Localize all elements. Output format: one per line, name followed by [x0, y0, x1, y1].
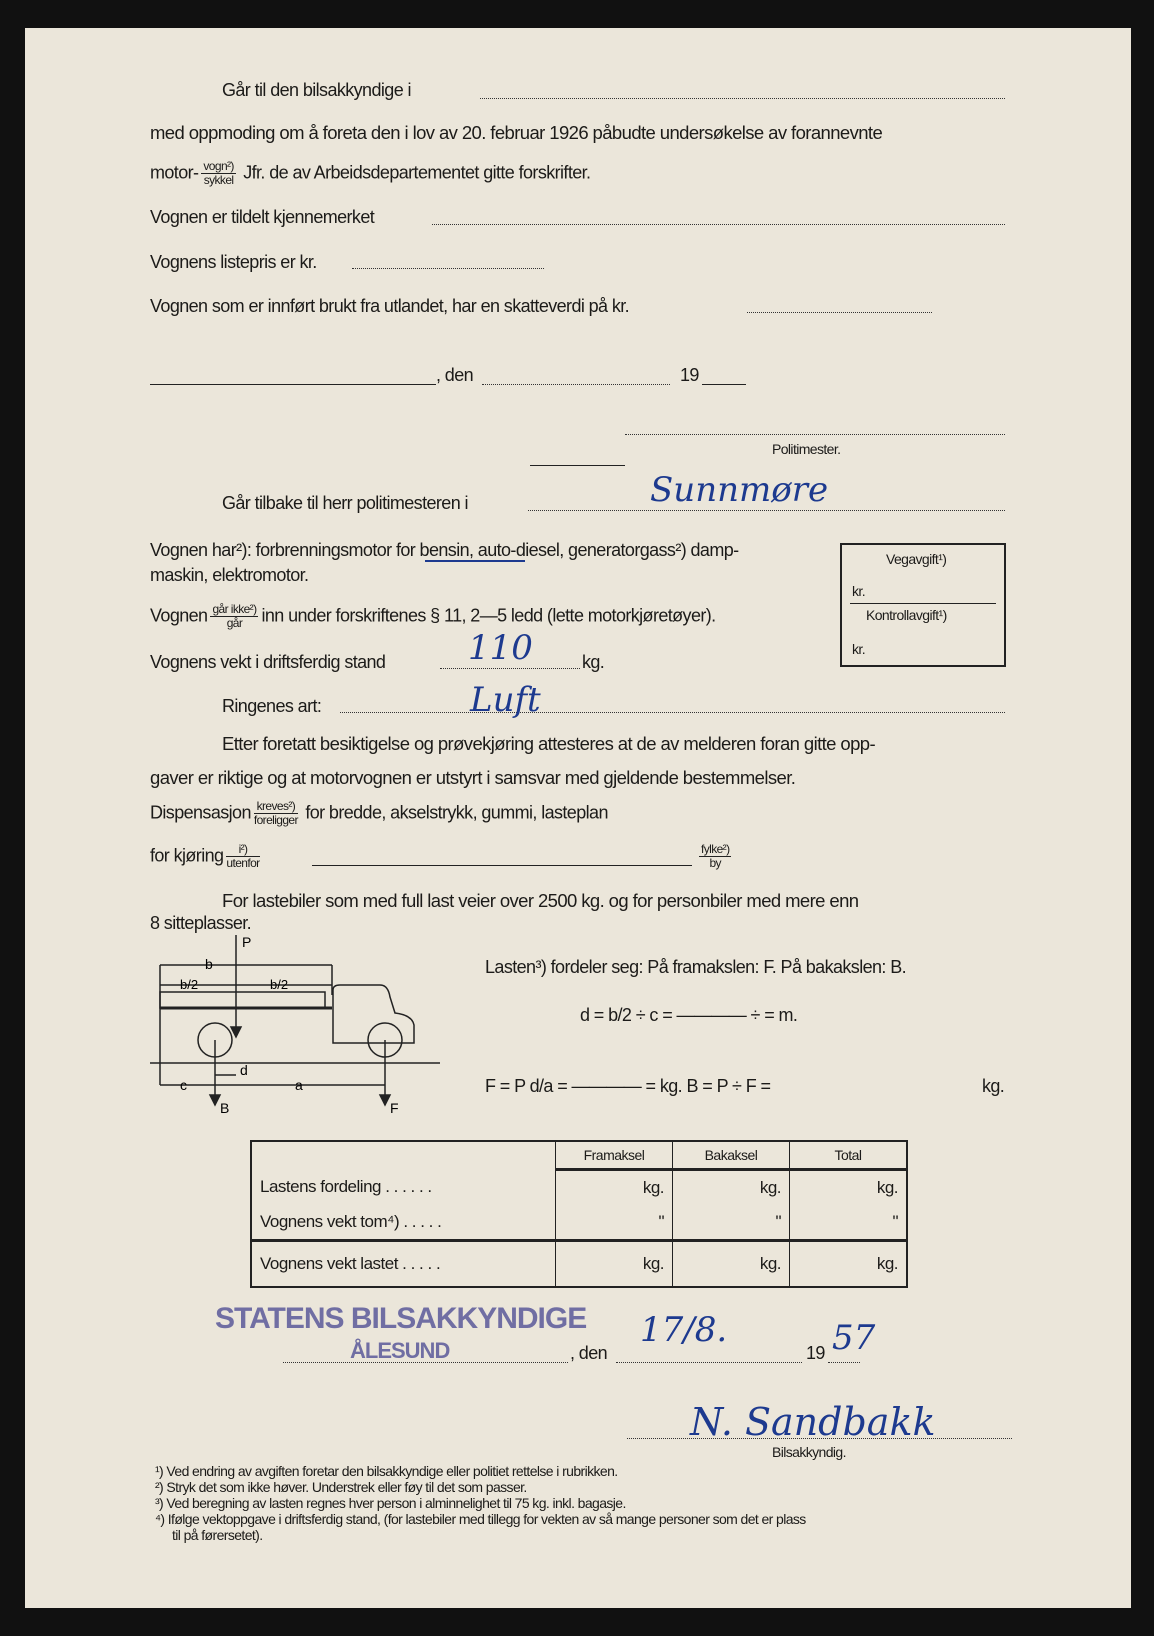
formula-d: d = b/2 ÷ c = ———— ÷ = m. [580, 1005, 798, 1025]
denominator: går [226, 616, 243, 630]
field-line [625, 434, 1005, 435]
denominator: sykkel [203, 173, 234, 187]
denominator: utenfor [226, 856, 260, 870]
numerator: går ikke²) [212, 602, 257, 616]
line-bilsakkyndige: Går til den bilsakkyndige i [222, 80, 411, 100]
handwritten-weight: 110 [468, 628, 533, 668]
cell-unit: " [556, 1205, 673, 1241]
handwritten-tyres: Luft [470, 680, 541, 720]
cell-unit: kg. [556, 1241, 673, 1288]
label-a: a [295, 1077, 303, 1093]
text-den: , den [570, 1343, 608, 1363]
label-vegavgift: Vegavgift¹) [886, 551, 947, 567]
line-kjoring [150, 843, 263, 870]
label-c: c [180, 1077, 187, 1093]
label-B: B [220, 1100, 230, 1115]
denominator: foreligger [253, 813, 298, 827]
line-lastebiler: For lastebiler som med full last veier over 2500 kg. og for personbiler med mere enn [222, 890, 859, 911]
line-lette-kjoretoy [150, 603, 716, 630]
label-b-half: b/2 [180, 977, 199, 992]
field-line [702, 384, 746, 385]
field-line [312, 865, 692, 866]
label-b-half: b/2 [270, 977, 289, 992]
line-attest-2: gaver er riktige og at motorvognen er utstyrt i samsvar med gjeldende bestemmelser. [150, 767, 796, 788]
text: Dispensasjon [150, 802, 251, 823]
text: inn under forskriftenes § 11, 2—5 ledd (lette motorkjøretøyer). [261, 605, 716, 626]
field-line [340, 712, 1005, 713]
field-line [616, 1362, 802, 1363]
line-elektromotor: maskin, elektromotor. [150, 565, 309, 585]
text: for kjøring [150, 845, 224, 866]
handwritten-underline [425, 560, 525, 562]
cell-unit: kg. [556, 1170, 673, 1206]
unit-kg: kg. [582, 652, 605, 672]
line-oppmoding: med oppmoding om å foreta den i lov av 20. februar 1926 påbudte undersøkelse av forannevnte [150, 122, 883, 143]
cell-unit: kg. [790, 1241, 908, 1288]
unit-kg: kg. [982, 1076, 1005, 1096]
line-sitteplasser: 8 sitteplasser. [150, 913, 252, 933]
field-line [352, 268, 544, 269]
text-19: 19 [806, 1343, 825, 1363]
line-ringenes-art: Ringenes art: [222, 696, 322, 716]
field-line [432, 224, 1005, 225]
fraction [210, 603, 258, 630]
table-row [251, 1170, 907, 1206]
cell-unit: kg. [673, 1170, 790, 1206]
signature: N. Sandbakk [690, 1400, 936, 1444]
line-dispensasjon [150, 800, 608, 827]
label-d: d [240, 1062, 248, 1078]
fraction [226, 843, 259, 870]
numerator: kreves²) [254, 800, 298, 814]
cell-unit: kg. [790, 1170, 908, 1206]
text: Vognen [150, 605, 208, 626]
field-line [150, 384, 436, 385]
table-row [251, 1241, 907, 1288]
line-tilbake: Går tilbake til herr politimesteren i [222, 493, 468, 513]
footnote: ³) Ved beregning av lasten regnes hver person i alminnelighet til 75 kg. inkl. bagasje. [155, 1495, 626, 1511]
field-line [528, 510, 1005, 511]
numerator: i²) [226, 843, 259, 857]
line-vekt: Vognens vekt i driftsferdig stand [150, 652, 386, 672]
line-lasten: Lasten³) fordeler seg: På framakslen: F. På bakakslen: B. [485, 957, 907, 977]
footnote: ²) Stryk det som ikke høver. Understrek eller føy til det som passer. [155, 1479, 527, 1495]
fraction-fylke [696, 843, 734, 870]
divider [530, 465, 625, 466]
text-19: 19 [680, 365, 699, 385]
stamp-statens-bilsakkyndige: STATENS BILSAKKYNDIGE [215, 1302, 587, 1335]
line-motor [150, 160, 590, 187]
column-header: Total [790, 1141, 908, 1170]
label-F: F [390, 1100, 399, 1115]
column-header: Bakaksel [673, 1141, 790, 1170]
text: for bredde, akselstrykk, gummi, lasteplan [305, 802, 608, 823]
fraction [201, 160, 235, 187]
column-header: Framaksel [556, 1141, 673, 1170]
field-line [828, 1362, 860, 1363]
field-line [627, 1438, 1012, 1439]
footnote: til på førersetet). [172, 1527, 263, 1543]
line-kjennemerket: Vognen er tildelt kjennemerket [150, 207, 375, 227]
line-motor-type: Vognen har²): forbrenningsmotor for bensin, auto-diesel, generatorgass²) damp- [150, 540, 739, 560]
label-b: b [205, 956, 213, 972]
row-label: Lastens fordeling . . . . . . [260, 1177, 432, 1197]
label-p: P [242, 935, 252, 950]
handwritten-place: Sunnmøre [650, 470, 829, 510]
field-line [440, 668, 580, 669]
stamp-alesund: ÅLESUND [350, 1338, 450, 1363]
load-distribution-table [250, 1140, 908, 1288]
fraction [699, 843, 731, 870]
cell-unit: " [790, 1205, 908, 1241]
numerator: fylke²) [701, 842, 730, 856]
label-kr: kr. [852, 583, 865, 599]
table-row [251, 1205, 907, 1241]
divider [850, 603, 996, 604]
field-line [480, 98, 1005, 99]
line-attest-1: Etter foretatt besiktigelse og prøvekjøring attesteres at de av melderen foran gitte opp- [222, 733, 876, 754]
text: motor- [150, 162, 199, 183]
row-label: Vognens vekt lastet . . . . . [251, 1241, 556, 1288]
footnote: ⁴) Ifølge vektoppgave i driftsferdig stand, (for lastebiler med tillegg for vekten av så mange personer som det er plass [155, 1511, 806, 1527]
field-line [283, 1362, 568, 1363]
numerator: vogn²) [203, 159, 234, 173]
cell-unit: " [673, 1205, 790, 1241]
handwritten-year: 57 [832, 1318, 876, 1358]
row-label: Vognens vekt tom⁴) . . . . . [260, 1212, 442, 1231]
line-skatteverdi: Vognen som er innført brukt fra utlandet, har en skatteverdi på kr. [150, 296, 630, 316]
fraction [254, 800, 298, 827]
table-corner [251, 1141, 556, 1170]
footnote: ¹) Ved endring av avgiften foretar den bilsakkyndige eller politiet rettelse i rubrikken. [155, 1463, 618, 1479]
text-den: , den [436, 365, 474, 385]
label-kr: kr. [852, 641, 865, 657]
label-kontrollavgift: Kontrollavgift¹) [866, 607, 947, 623]
field-line [482, 384, 670, 385]
denominator: by [709, 856, 721, 870]
cell-unit: kg. [673, 1241, 790, 1288]
fee-box [840, 543, 1006, 667]
handwritten-date: 17/8. [640, 1310, 728, 1350]
text: Jfr. de av Arbeidsdepartementet gitte forskrifter. [243, 162, 591, 183]
label-politimester: Politimester. [772, 441, 841, 457]
axle-load-diagram [150, 935, 450, 1115]
line-listepris: Vognens listepris er kr. [150, 252, 317, 272]
label-bilsakkyndig: Bilsakkyndig. [772, 1444, 846, 1460]
formula-f: F = P d/a = ———— = kg. B = P ÷ F = [485, 1076, 771, 1096]
field-line [747, 312, 932, 313]
